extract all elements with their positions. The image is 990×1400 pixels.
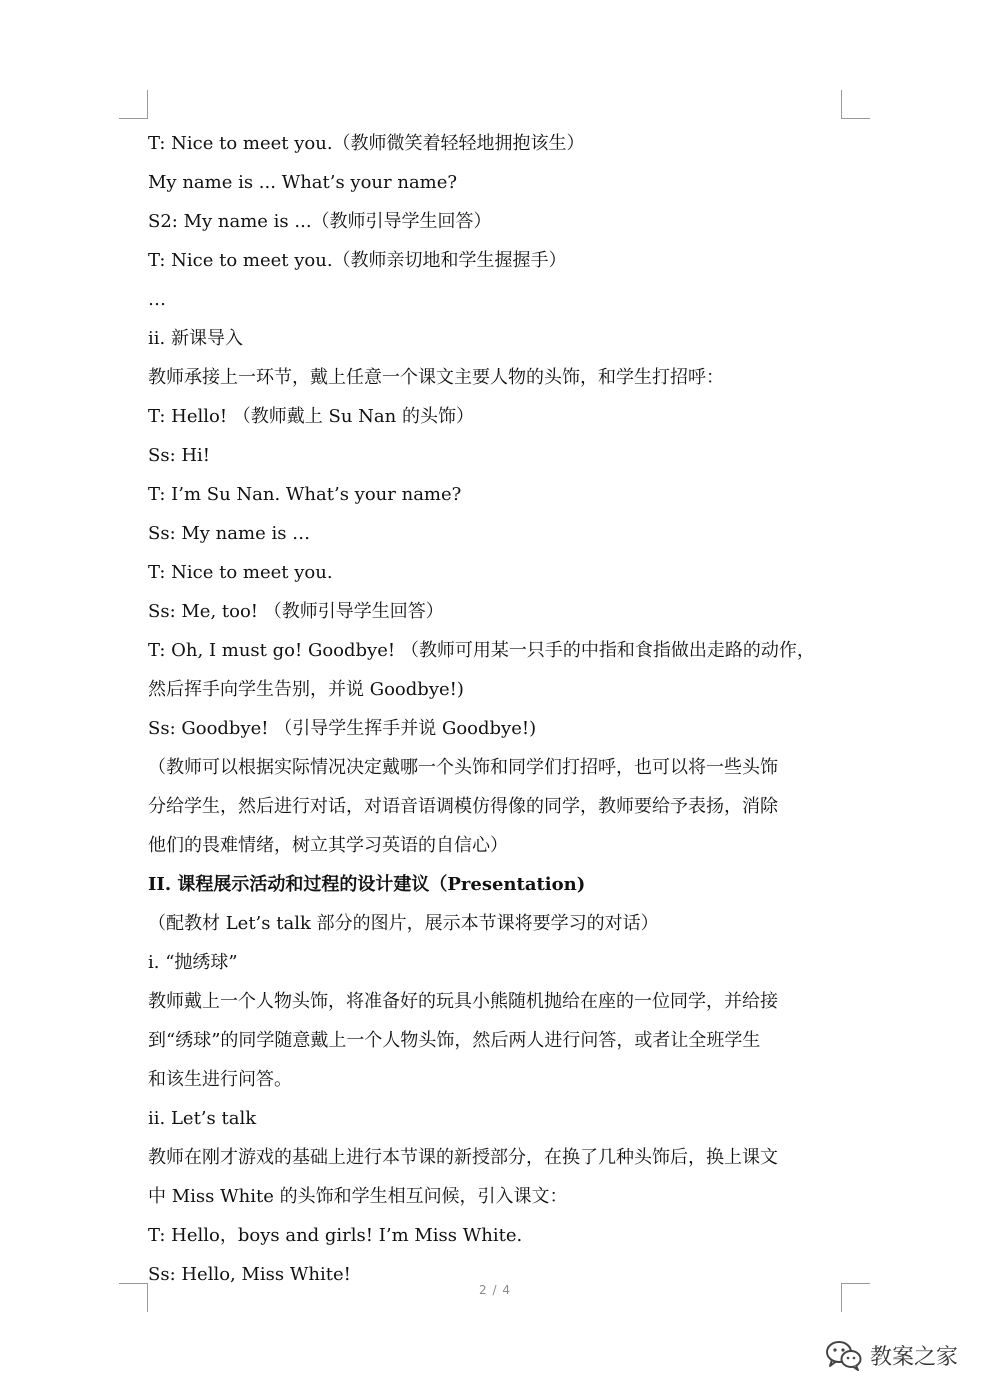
text-line: Ss: Me, too! （教师引导学生回答） [148, 601, 444, 622]
wechat-icon [824, 1339, 864, 1371]
text-line: T: I’m Su Nan. What’s your name? [148, 484, 462, 505]
text-line: T: Hello! （教师戴上 Su Nan 的头饰） [148, 406, 474, 427]
text-line: （教师可以根据实际情况决定戴哪一个头饰和同学们打招呼，也可以将一些头饰 [148, 757, 778, 778]
text-line: My name is ... What’s your name? [148, 172, 458, 193]
text-line: T: Oh, I must go! Goodbye! （教师可用某一只手的中指和食指做出走路的动作， [148, 640, 815, 661]
text-line: （配教材 Let’s talk 部分的图片，展示本节课将要学习的对话） [148, 913, 659, 934]
document-body [148, 124, 848, 1294]
section-heading-bold: II. 课程展示活动和过程的设计建议（Presentation) [148, 874, 586, 895]
text-line: T: Hello，boys and girls! I’m Miss White. [148, 1225, 523, 1246]
section-heading: ii. 新课导入 [148, 328, 243, 349]
text-line: 分给学生，然后进行对话，对语音语调模仿得像的同学，教师要给予表扬，消除 [148, 796, 778, 817]
text-line: … [148, 289, 166, 310]
text-line: T: Nice to meet you. [148, 562, 333, 583]
text-line: 教师在刚才游戏的基础上进行本节课的新授部分，在换了几种头饰后，换上课文 [148, 1147, 778, 1168]
text-line: 他们的畏难情绪，树立其学习英语的自信心） [148, 835, 508, 856]
text-line: 和该生进行问答。 [148, 1069, 292, 1090]
page-number: 2 / 4 [479, 1283, 511, 1297]
section-heading: i. “抛绣球” [148, 952, 238, 973]
text-line: Ss: Hi! [148, 445, 211, 466]
text-line: S2: My name is ...（教师引导学生回答） [148, 211, 492, 232]
text-line: 中 Miss White 的头饰和学生相互问候，引入课文： [148, 1186, 568, 1207]
text-line: Ss: Goodbye! （引导学生挥手并说 Goodbye!) [148, 718, 537, 739]
text-line: 到“绣球”的同学随意戴上一个人物头饰，然后两人进行问答，或者让全班学生 [148, 1030, 761, 1051]
text-line: T: Nice to meet you.（教师亲切地和学生握握手） [148, 250, 567, 271]
crop-mark-top-right [841, 90, 870, 119]
text-line: Ss: My name is … [148, 523, 311, 544]
text-line: 教师戴上一个人物头饰，将准备好的玩具小熊随机抛给在座的一位同学，并给接 [148, 991, 778, 1012]
text-line: 然后挥手向学生告别，并说 Goodbye!) [148, 679, 464, 700]
section-heading: ii. Let’s talk [148, 1108, 257, 1129]
text-line: Ss: Hello, Miss White! [148, 1264, 351, 1285]
watermark [824, 1338, 958, 1372]
watermark-text: 教案之家 [869, 1344, 958, 1370]
text-line: 教师承接上一环节，戴上任意一个课文主要人物的头饰，和学生打招呼： [148, 367, 724, 388]
text-line: T: Nice to meet you.（教师微笑着轻轻地拥抱该生） [148, 133, 585, 154]
crop-mark-top-left [119, 90, 148, 119]
